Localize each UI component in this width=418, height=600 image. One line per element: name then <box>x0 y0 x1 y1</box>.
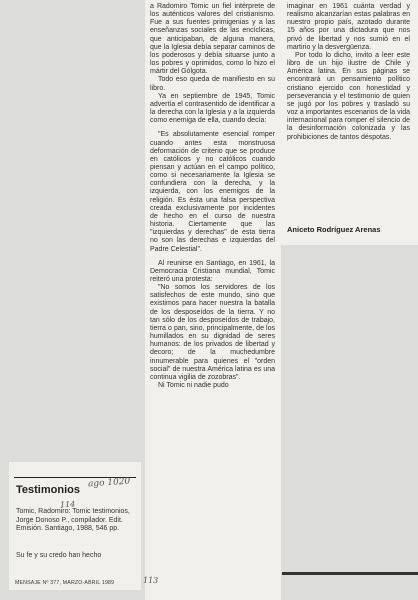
paragraph: Todo eso queda de manifiesto en su libro. <box>150 76 275 92</box>
paragraph: Ni Tomic ni nadie pudo <box>158 382 229 390</box>
paragraph: Por todo lo dicho, invito a leer este libro de un hijo ilustre de Chile y América latina. En sus páginas se encontrará un pensamiento político cristiano ejercido con honestidad y perseverancia y el testimonio de quien se jugó por los pobres y trasladó su voz a importantes escenarios de la vida internacional para romper el silencio de la desinformación colonizada y las prohibiciones de tantos déspotas. <box>287 51 410 141</box>
paragraph: Al reunirse en Santiago, en 1961, la Democracia Cristiana mundial, Tomic reiteró una protesta: <box>150 259 275 283</box>
right-text-column <box>287 3 410 142</box>
publication-source: MENSAJE Nº 377, MARZO-ABRIL 1989 <box>15 580 115 586</box>
paragraph: "Es absolutamente esencial romper cuando antes esta monstruosa deformación de criterio que se produce en católicos y no católicos cuando piensan y actúan en el campo político, como si necesariamente la Iglesia se confundiera con la derecha, y la izquierda, con los enemigos de la religión. Es ésta una falsa perspectiva creada exclusivamente por incidentes de hecho en el curso de nuestra historia. Ciertamente que las "izquierdas y derechas" de esta tierra no son las derechas e izquierdas del Padre Celestial". <box>150 131 275 253</box>
paragraph: a Radomiro Tomic un fiel intérprete de los auténticos valores del cristianismo. Fue a sus fuentes primigenias y a las enseñanzas sociales de las encíclicas, que anticipaban, de alguna manera, que la Iglesia debía separar caminos de los poderosos y debía situarse junto a los pobres y oprimidos, como lo hizo el mártir del Gólgota. <box>150 3 275 76</box>
paragraph: imaginar en 1961 cuánta verdad y realismo alcanzarían estas palabras en nuestro propio país, azotado durante 15 años por una dictadura que nos privó de libertad y nos sumió en el martirio y la desvergüenza. <box>287 3 410 51</box>
section-title: Testimonios <box>16 484 80 496</box>
handwritten-note: ago 1020 <box>87 476 131 490</box>
book-bibliography: Tomic, Radomiro: Tomic testimonios, Jorge Donoso P., compilador. Edit. Emisión. Santiago, 1988, 546 pp. <box>16 508 130 532</box>
middle-text-column <box>150 3 275 390</box>
paragraph: "No somos los servidores de los satisfechos de este mundo, sino que existimos para hacer nuestra la batalla de los desposeídos de la tierra. Y no tan sólo de los desposeídos de trabajo, tierra o pan, sino, principalmente, de los humillados en su dignidad de seres humanos: de los privados de libertad y decoro; de la muchedumbre innumerable para quienes el "orden social" de nuestra América latina es una continua vigilia de zozobras". <box>150 284 275 381</box>
left-column-text: Su fe y su credo han hecho <box>16 552 102 559</box>
bottom-rule <box>282 572 418 575</box>
paragraph: Ya en septiembre de 1945, Tomic advertía el contrasentido de identificar a la derecha con la Iglesia y a la izquierda como enemiga de ella, cuando decía: <box>150 92 275 125</box>
handwritten-note: 114 <box>59 499 76 510</box>
author-signature: Aniceto Rodríguez Arenas <box>287 225 381 234</box>
handwritten-page-number: 113 <box>143 576 159 585</box>
